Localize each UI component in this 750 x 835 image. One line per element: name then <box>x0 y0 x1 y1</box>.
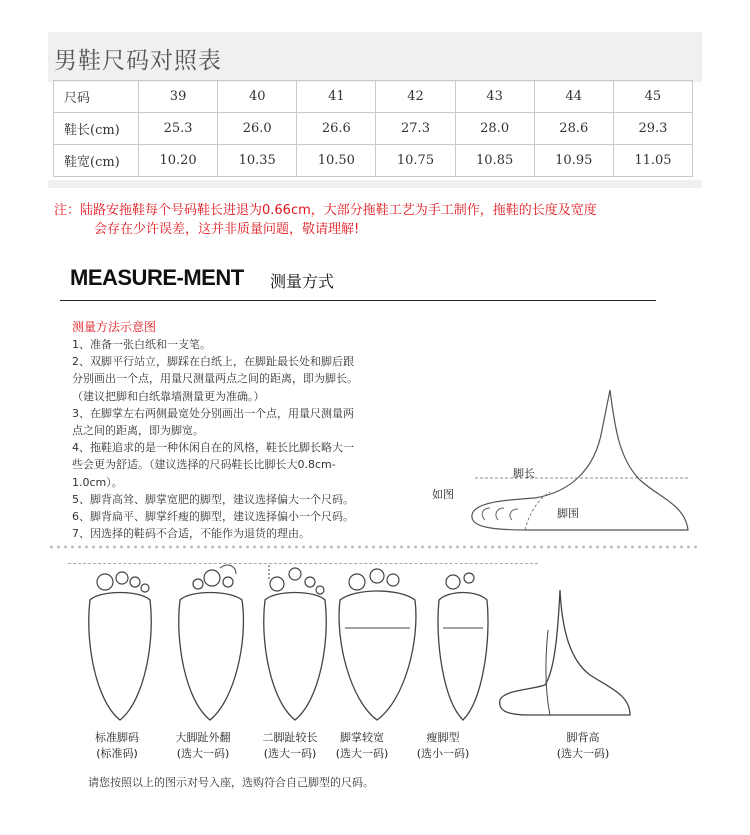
table-header-cell: 41 <box>297 81 376 113</box>
measurement-steps <box>72 336 392 542</box>
foot-type-advice: (选大一码) <box>176 747 230 760</box>
step-line: 7、因选择的鞋码不合适，不能作为退货的理由。 <box>72 527 310 541</box>
step-line: 2、双脚平行站立，脚踩在白纸上，在脚趾最长处和脚后跟 <box>72 355 354 369</box>
foot-length-label: 脚长 <box>513 467 535 480</box>
table-bottom-bar <box>48 180 702 188</box>
foot-high-instep-icon <box>500 590 630 715</box>
table-cell: 鞋长(cm) <box>54 113 139 145</box>
note-line: 会存在少许误差，这并非质量问题，敬请理解! <box>94 222 360 237</box>
table-cell: 27.3 <box>376 113 455 145</box>
footer-note: 请您按照以上的图示对号入座，选购符合自己脚型的尺码。 <box>88 776 374 789</box>
foot-type-label <box>72 730 162 762</box>
table-row <box>54 113 693 145</box>
foot-type-advice: (选大一码) <box>556 747 610 760</box>
table-cell: 11.05 <box>613 145 692 177</box>
measurement-title-en: MEASURE-MENT <box>70 265 244 290</box>
size-note <box>54 201 597 239</box>
measurement-title-cn: 测量方式 <box>270 272 335 291</box>
step-line: 1、准备一张白纸和一支笔。 <box>72 338 211 351</box>
foot-type-label <box>317 730 407 762</box>
step-line: 3、在脚掌左右两侧最宽处分别画出一个点，用量尺测量两 <box>72 406 354 420</box>
foot-type-label <box>158 730 248 762</box>
table-cell: 10.95 <box>534 145 613 177</box>
foot-type-name: 脚背高 <box>566 731 600 744</box>
foot-type-advice: (选大一码) <box>335 747 389 760</box>
table-cell: 28.0 <box>455 113 534 145</box>
table-cell: 鞋宽(cm) <box>54 145 139 177</box>
table-header-cell: 43 <box>455 81 534 113</box>
table-cell: 28.6 <box>534 113 613 145</box>
foot-type-name: 二脚趾较长 <box>262 731 318 744</box>
table-cell: 10.35 <box>218 145 297 177</box>
foot-bunion-icon <box>179 565 244 720</box>
foot-slim-icon <box>438 573 488 720</box>
table-cell: 26.0 <box>218 113 297 145</box>
step-line: 点之间的距离，即为脚宽。 <box>72 424 204 438</box>
measurement-heading <box>70 265 335 291</box>
table-cell: 29.3 <box>613 113 692 145</box>
table-header-cell: 40 <box>218 81 297 113</box>
table-cell: 10.85 <box>455 145 534 177</box>
foot-type-label <box>538 730 628 762</box>
foot-type-name: 标准脚码 <box>95 731 139 744</box>
table-header-cell: 45 <box>613 81 692 113</box>
table-header-cell: 44 <box>534 81 613 113</box>
step-line: 6、脚背扁平、脚掌纤瘦的脚型，建议选择偏小一个尺码。 <box>72 510 354 524</box>
foot-type-name: 大脚趾外翻 <box>175 731 231 744</box>
foot-type-advice: (选小一码) <box>416 747 470 760</box>
table-header-cell: 尺码 <box>54 81 139 113</box>
foot-outline-side <box>472 390 688 530</box>
table-cell: 26.6 <box>297 113 376 145</box>
table-header-cell: 39 <box>139 81 218 113</box>
step-line: 些会更为舒适。（建议选择的尺码鞋长比脚长大0.8cm- <box>72 458 336 472</box>
step-line: 4、拖鞋追求的是一种休闲自在的风格，鞋长比脚长略大一 <box>72 441 354 455</box>
foot-type-name: 脚掌较宽 <box>340 731 384 744</box>
foot-wide-icon <box>339 569 416 720</box>
size-table <box>53 80 693 177</box>
foot-girth-label: 脚围 <box>557 507 579 520</box>
table-cell: 25.3 <box>139 113 218 145</box>
table-cell: 10.50 <box>297 145 376 177</box>
table-header-cell: 42 <box>376 81 455 113</box>
note-line: 注：陆路安拖鞋每个号码鞋长进退为0.66cm，大部分拖鞋工艺为手工制作，拖鞋的长度及宽度 <box>54 203 597 218</box>
foot-types-illustration <box>60 560 700 730</box>
page-title: 男鞋尺码对照表 <box>54 48 222 74</box>
title-bar <box>48 32 702 82</box>
table-row <box>54 145 693 177</box>
foot-type-name: 瘦脚型 <box>426 731 460 744</box>
table-cell: 10.20 <box>139 145 218 177</box>
dotted-separator <box>48 543 700 551</box>
step-line: 5、脚背高耸、脚掌宽肥的脚型，建议选择偏大一个尺码。 <box>72 492 354 506</box>
foot-standard-icon <box>89 572 152 720</box>
foot-type-advice: (选大一码) <box>263 747 317 760</box>
foot-type-label <box>398 730 488 762</box>
foot-long-second-toe-icon <box>264 565 327 720</box>
table-cell: 10.75 <box>376 145 455 177</box>
step-line: （建议把脚和白纸靠墙测量更为准确。） <box>72 389 265 403</box>
as-shown-label: 如图 <box>432 488 454 501</box>
heading-divider <box>60 300 656 301</box>
foot-type-advice: (标准码) <box>96 747 138 760</box>
table-header-row <box>54 81 693 113</box>
method-title: 测量方法示意图 <box>72 320 157 334</box>
step-line: 分别画出一个点，用量尺测量两点之间的距离，即为脚长。 <box>72 372 358 386</box>
step-line: 1.0cm）。 <box>72 475 123 489</box>
